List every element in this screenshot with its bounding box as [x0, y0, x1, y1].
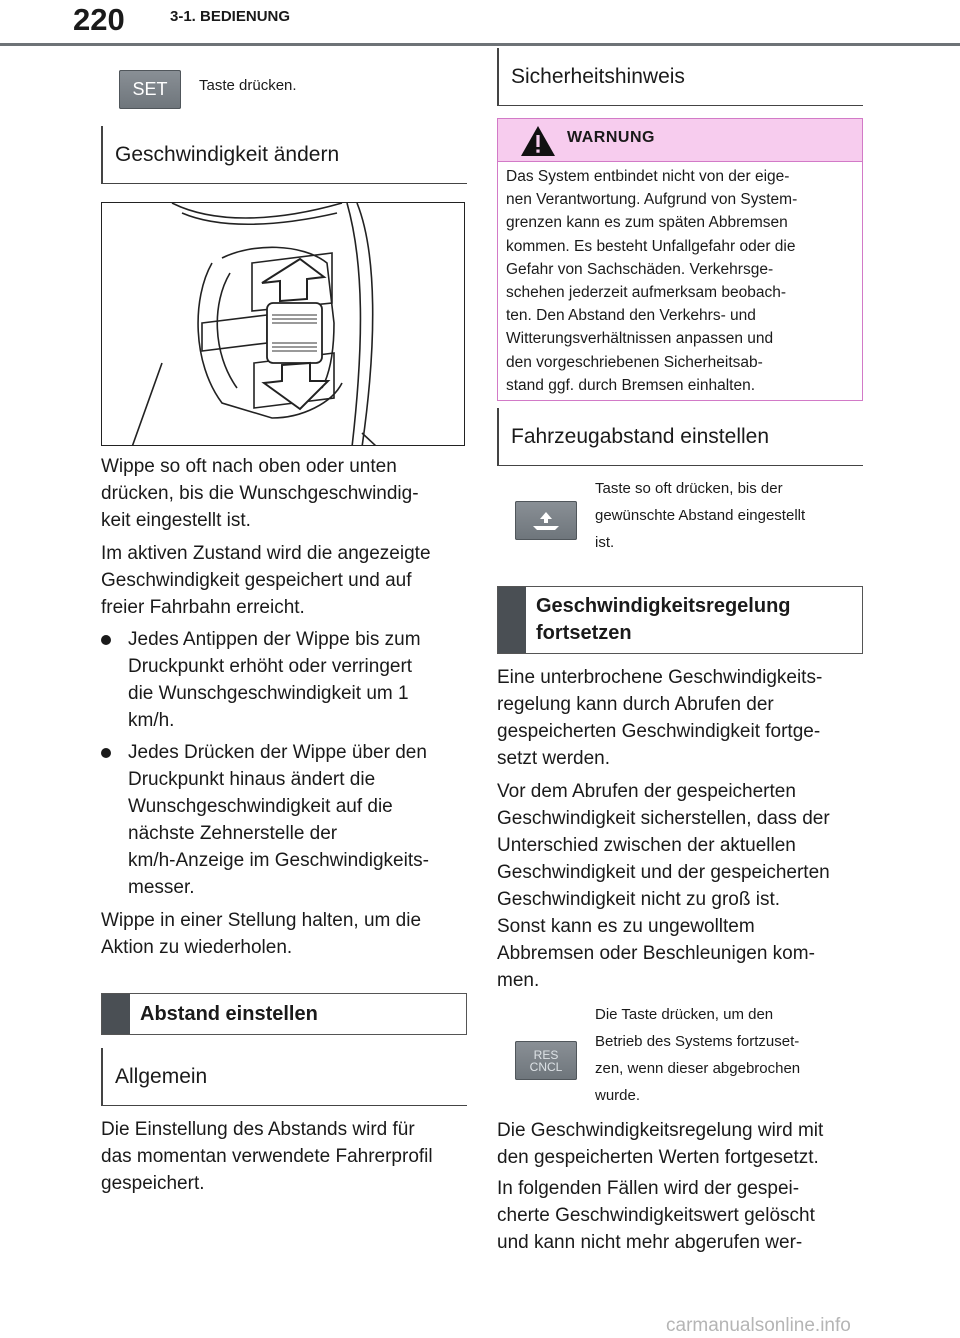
text-line: setzt werden. [497, 748, 610, 769]
text-line: Jedes Antippen der Wippe bis zum [128, 629, 421, 650]
bullet-dot [101, 635, 111, 645]
heading-bar [102, 994, 130, 1034]
text-line: Gefahr von Sachschäden. Verkehrsge- [506, 260, 774, 278]
text-line: wurde. [595, 1087, 641, 1104]
text-line: drücken, bis die Wunschgeschwindig- [101, 483, 419, 504]
text-line: regelung kann durch Abrufen der [497, 694, 774, 715]
text-line: km/h. [128, 710, 175, 731]
text-line: Sonst kann es zu ungewolltem [497, 916, 755, 937]
text-line: Geschwindigkeit sicherstellen, dass der [497, 808, 830, 829]
text-line: Unterschied zwischen der aktuellen [497, 835, 796, 856]
text-line: cherte Geschwindigkeitswert gelöscht [497, 1205, 815, 1226]
text-line: Abbremsen oder Beschleunigen kom- [497, 943, 815, 964]
warning-box [497, 118, 863, 401]
text-line: In folgenden Fällen wird der gespei- [497, 1178, 800, 1199]
paragraph-deleted [497, 1175, 863, 1256]
header-rule [0, 43, 960, 46]
paragraph-resume-intro [497, 664, 863, 772]
bullet-dot [101, 748, 111, 758]
heading-text: Geschwindigkeitsregelung [536, 595, 791, 617]
text-line: stand ggf. durch Bremsen einhalten. [506, 376, 756, 394]
text-line: Die Geschwindigkeitsregelung wird mit [497, 1120, 824, 1141]
cncl-key-label: CNCL [529, 1059, 563, 1074]
down-arrow-icon [264, 363, 328, 409]
steering-rocker-illustration [102, 203, 465, 446]
heading-general: Allgemein [101, 1048, 467, 1106]
text-line: gewünschte Abstand eingestellt [595, 507, 806, 524]
heading-bar [498, 587, 526, 653]
text-line: zen, wenn dieser abgebrochen [595, 1060, 801, 1077]
text-line: gespeicherten Geschwindigkeit fortge- [497, 721, 821, 742]
text-line: Wunschgeschwindigkeit auf die [128, 796, 393, 817]
set-key-caption: Taste drücken. [199, 77, 297, 94]
res-key-label: RES [533, 1047, 559, 1062]
text-line: nächste Zehnerstelle der [128, 823, 338, 844]
watermark: carmanualsonline.info [666, 1315, 851, 1336]
text-line: Im aktiven Zustand wird die angezeigte [101, 543, 431, 564]
text-line: Geschwindigkeit und der gespeicherten [497, 862, 830, 883]
text-line: messer. [128, 877, 195, 898]
paragraph-rocker [101, 453, 467, 534]
heading-safety: Sicherheitshinweis [497, 48, 863, 106]
text-line: Druckpunkt hinaus ändert die [128, 769, 376, 790]
chapter-title: 3-1. BEDIENUNG [170, 8, 291, 25]
text-line: Geschwindigkeit gespeichert und auf [101, 570, 412, 591]
paragraph-profile [101, 1116, 467, 1197]
text-line: Geschwindigkeit nicht zu groß ist. [497, 889, 781, 910]
text-line: Die Taste drücken, um den [595, 1006, 774, 1023]
text-line: men. [497, 970, 540, 991]
heading-text: fortsetzen [536, 622, 632, 644]
steering-wheel-figure [101, 202, 465, 446]
warning-header [498, 119, 862, 162]
text-line: Wippe so oft nach oben oder unten [101, 456, 397, 477]
text-line: den vorgeschriebenen Sicherheitsab- [506, 353, 763, 371]
text-line: Taste so oft drücken, bis der [595, 480, 783, 497]
text-line: den gespeicherten Werten fortgesetzt. [497, 1147, 819, 1168]
text-line: grenzen kann es zum späten Abbremsen [506, 214, 788, 232]
set-key-label: SET [132, 79, 168, 99]
warning-text [506, 165, 856, 397]
text-line: ist. [595, 534, 615, 551]
res-key-caption [595, 1001, 800, 1109]
text-line: Wippe in einer Stellung halten, um die [101, 910, 422, 931]
text-line: und kann nicht mehr abgerufen wer- [497, 1232, 803, 1253]
page-number: 220 [73, 2, 125, 37]
text-line: Eine unterbrochene Geschwindigkeits- [497, 667, 823, 688]
text-line: km/h-Anzeige im Geschwindigkeits- [128, 850, 429, 871]
text-line: Witterungsverhältnissen anpassen und [506, 330, 774, 348]
text-line: Druckpunkt erhöht oder verringert [128, 656, 413, 677]
text-line: Betrieb des Systems fortzuset- [595, 1033, 800, 1050]
distance-icon [529, 509, 563, 533]
text-line: kommen. Es besteht Unfallgefahr oder die [506, 237, 796, 255]
text-line: gespeichert. [101, 1173, 205, 1194]
up-arrow-icon [262, 259, 324, 301]
heading-distance-set: Fahrzeugabstand einstellen [497, 408, 863, 466]
text-line: nen Verantwortung. Aufgrund von System- [506, 191, 798, 209]
warning-triangle-icon [520, 125, 556, 157]
paragraph-resume-check [497, 778, 863, 994]
text-line: die Wunschgeschwindigkeit um 1 [128, 683, 409, 704]
text-line: Jedes Drücken der Wippe über den [128, 742, 427, 763]
heading-resume [497, 586, 863, 654]
paragraph-active-state [101, 540, 467, 621]
text-line: Die Einstellung des Abstands wird für [101, 1119, 415, 1140]
heading-speed-change: Geschwindigkeit ändern [101, 126, 467, 184]
text-line: keit eingestellt ist. [101, 510, 251, 531]
page-header [0, 0, 960, 46]
text-line: Das System entbindet nicht von der eige- [506, 168, 790, 185]
distance-key-caption [595, 475, 805, 556]
bullet-item-tap [101, 626, 467, 736]
text-line: das momentan verwendete Fahrerprofil [101, 1146, 433, 1167]
bullet-item-press [101, 739, 467, 904]
heading-distance [101, 993, 467, 1035]
heading-text: Abstand einstellen [140, 1002, 318, 1025]
text-line: freier Fahrbahn erreicht. [101, 597, 305, 618]
paragraph-resume-continued [497, 1117, 863, 1171]
warning-title: WARNUNG [567, 129, 655, 146]
text-line: Vor dem Abrufen der gespeicherten [497, 781, 796, 802]
distance-key-icon [515, 501, 577, 540]
set-key-icon [119, 70, 181, 109]
res-cncl-key-icon [515, 1041, 577, 1080]
text-line: ten. Den Abstand den Verkehrs- und [506, 307, 756, 325]
text-line: Aktion zu wiederholen. [101, 937, 293, 958]
paragraph-hold [101, 907, 467, 961]
text-line: schehen jederzeit aufmerksam beobach- [506, 284, 787, 302]
